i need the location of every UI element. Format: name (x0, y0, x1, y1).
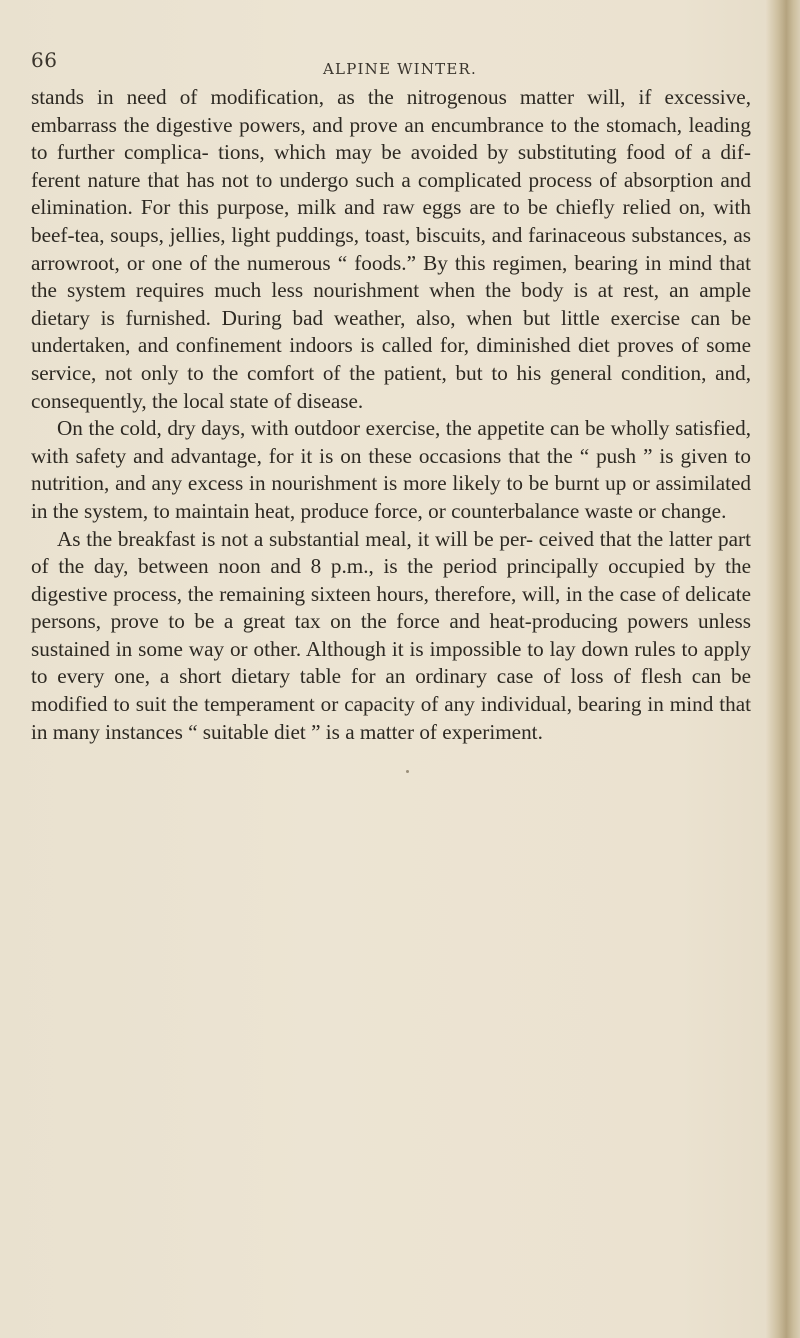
paragraph: On the cold, dry days, with outdoor exercise, the appetite can be wholly satisfied, with safety and advantage, for it is on these occasions that the “ push ” is given to nutrition, and any excess in nourishment is more likely to be burnt up or assimilated in the system, to maintain heat, produce force, or counterbalance waste or change. (31, 416, 751, 523)
page-number: 66 (31, 48, 58, 72)
running-head: ALPINE WINTER. (323, 60, 477, 78)
body-text (31, 84, 751, 746)
paragraph: As the breakfast is not a substantial meal, it will be per- ceived that the latter part of the day, between noon and 8 p.m., is the period principally occupied by the digestive process, the remaining sixteen hours, therefore, will, in the case of delicate persons, prove to be a great tax on the force and heat-producing powers unless sustained in some way or other. Although it is impossible to lay down rules to apply to every one, a short dietary table for an ordinary case of loss of flesh can be modified to suit the temperament or capacity of any individual, bearing in mind that in many instances “ suitable diet ” is a matter of experiment. (31, 526, 751, 744)
paragraph: stands in need of modification, as the nitrogenous matter will, if excessive, embarrass the digestive powers, and prove an encumbrance to the stomach, leading to further complica- tions, which may be avoided by substituting food of a dif- ferent nature that has not to undergo such a complicated process of absorption and elimination. For this purpose, milk and raw eggs are to be chiefly relied on, with beef-tea, soups, jellies, light puddings, toast, biscuits, and farinaceous substances, as arrowroot, or one of the numerous “ foods.” By this regimen, bearing in mind that the system requires much less nourishment when the body is at rest, an ample dietary is furnished. During bad weather, also, when but little exercise can be undertaken, and confinement indoors is called for, diminished diet proves of some service, not only to the comfort of the patient, but to his general condition, and, consequently, the local state of disease. (31, 85, 751, 413)
print-speck (406, 770, 409, 773)
page-binding-edge (766, 0, 800, 1338)
